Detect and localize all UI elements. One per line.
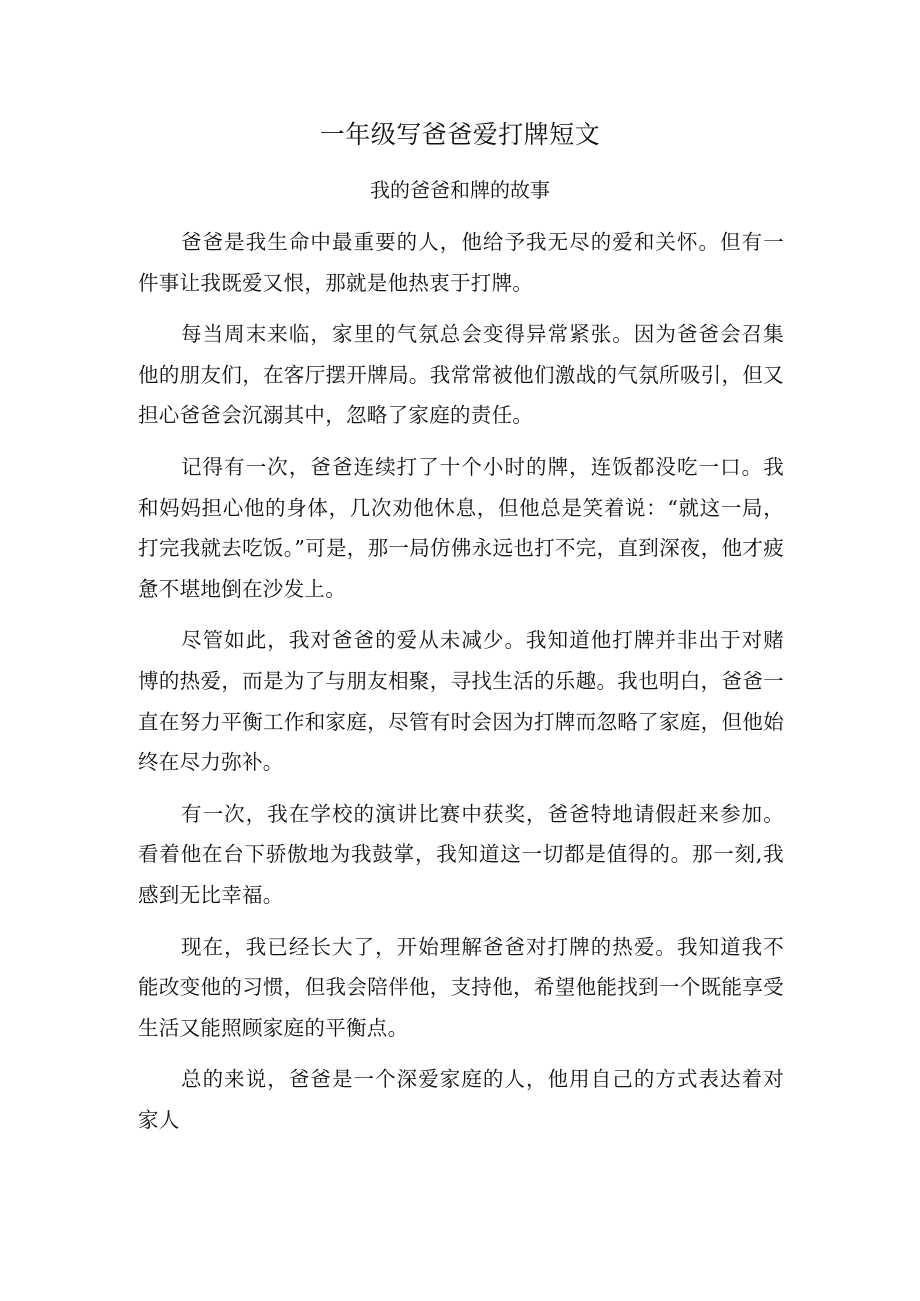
document-title: 一年级写爸爸爱打牌短文 — [319, 120, 601, 149]
paragraph-7: 总的来说，爸爸是一个深爱家庭的人，他用自己的方式表达着对家人 — [138, 1067, 784, 1132]
paragraph-1: 爸爸是我生命中最重要的人，他给予我无尽的爱和关怀。但有一件事让我既爱又恨，那就是他热衷于打牌。 — [138, 230, 784, 295]
paragraph-5: 有一次，我在学校的演讲比赛中获奖，爸爸特地请假赶来参加。看着他在台下骄傲地为我鼓掌，我知道这一切都是值得的。那一刻,我感到无比幸福。 — [138, 801, 784, 907]
document-subtitle: 我的爸爸和牌的故事 — [370, 178, 550, 202]
paragraph-2: 每当周末来临，家里的气氛总会变得异常紧张。因为爸爸会召集他的朋友们，在客厅摆开牌局。我常常被他们激战的气氛所吸引，但又担心爸爸会沉溺其中，忽略了家庭的责任。 — [138, 322, 784, 428]
paragraph-4: 尽管如此，我对爸爸的爱从未减少。我知道他打牌并非出于对赌博的热爱，而是为了与朋友相聚，寻找生活的乐趣。我也明白，爸爸一直在努力平衡工作和家庭，尽管有时会因为打牌而忽略了家庭，但他始终在尽力弥补。 — [138, 628, 784, 775]
document-body — [138, 222, 784, 1151]
paragraph-3: 记得有一次，爸爸连续打了十个小时的牌，连饭都没吃一口。我和妈妈担心他的身体，几次劝他休息，但他总是笑着说：“就这一局，打完我就去吃饭。”可是，那一局仿佛永远也打不完，直到深夜，他才疲惫不堪地倒在沙发上。 — [138, 454, 784, 601]
paragraph-6: 现在，我已经长大了，开始理解爸爸对打牌的热爱。我知道我不能改变他的习惯，但我会陪伴他，支持他，希望他能找到一个既能享受生活又能照顾家庭的平衡点。 — [138, 934, 784, 1040]
